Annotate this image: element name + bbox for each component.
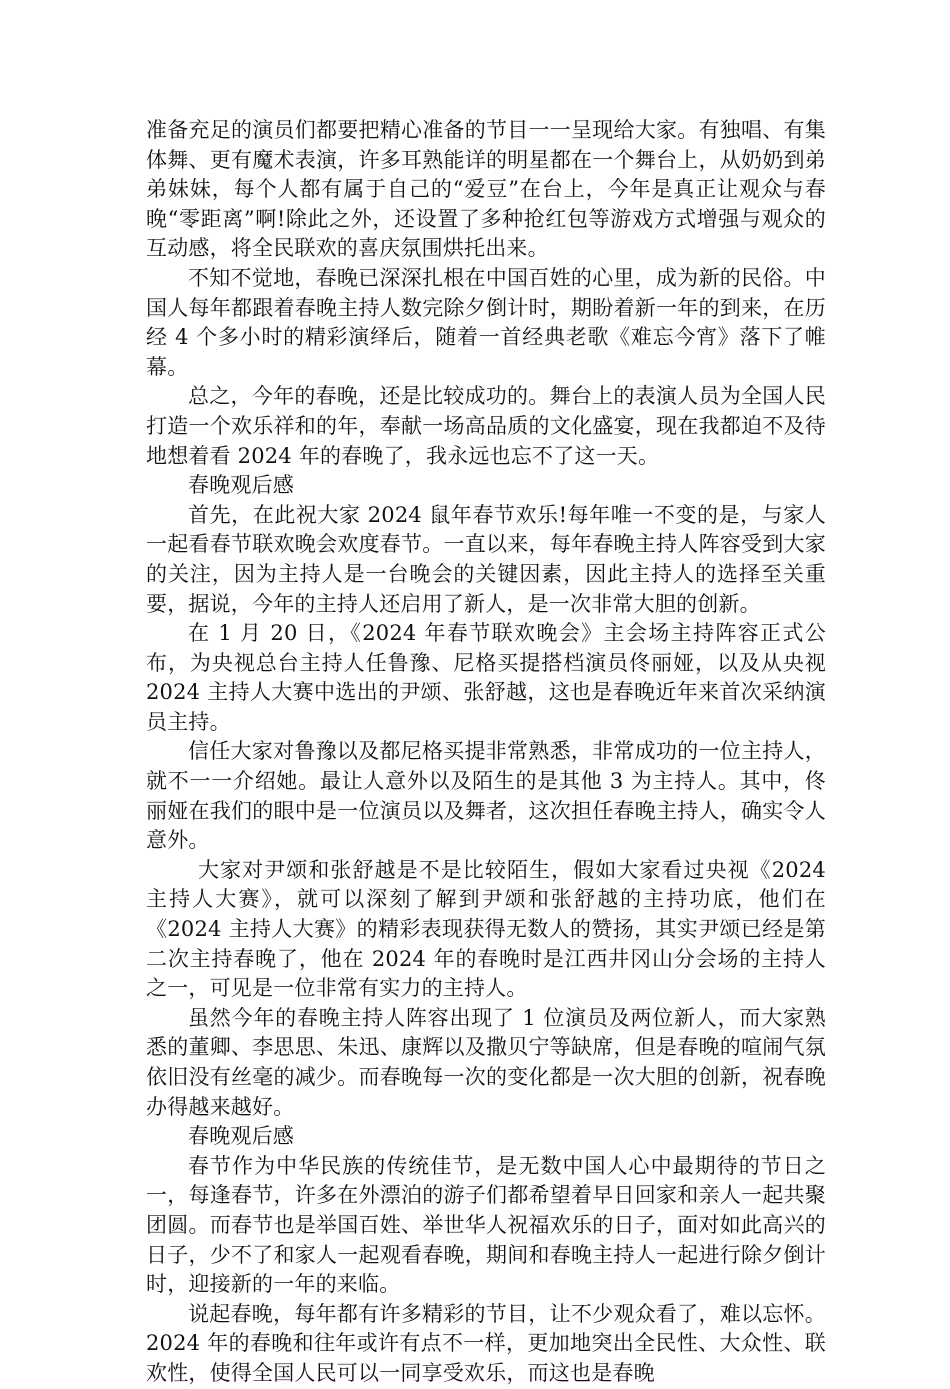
paragraph-truncated: 说起春晚，每年都有许多精彩的节目，让不少观众看了，难以忘怀。2024 年的春晚和往年或许有点不一样，更加地突出全民性、大众性、联欢性，使得全国人民可以一同享受欢乐，而这也是春晚 [146, 1301, 826, 1385]
document-body [146, 116, 826, 1389]
paragraph: 首先，在此祝大家 2024 鼠年春节欢乐!每年唯一不变的是，与家人一起看春节联欢晚会欢度春节。一直以来，每年春晚主持人阵容受到大家的关注，因为主持人是一台晚会的关键因素，因此主持人的选择至关重要，据说，今年的主持人还启用了新人，是一次非常大胆的创新。 [146, 502, 826, 616]
section-heading: 春晚观后感 [188, 1124, 294, 1149]
paragraph: 在 1 月 20 日，《2024 年春节联欢晚会》主会场主持阵容正式公布，为央视总台主持人任鲁豫、尼格买提搭档演员佟丽娅，以及从央视 2024 主持人大赛中选出的尹颂、张舒越，这也是春晚近年来首次采纳演员主持。 [146, 621, 826, 734]
section-heading: 春晚观后感 [188, 473, 294, 498]
paragraph: 春节作为中华民族的传统佳节，是无数中国人心中最期待的节日之一，每逢春节，许多在外漂泊的游子们都希望着早日回家和亲人一起共聚团圆。而春节也是举国百姓、举世华人祝福欢乐的日子，面对如此高兴的日子，少不了和家人一起观看春晚，期间和春晚主持人一起进行除夕倒计时，迎接新的一年的来临。 [146, 1153, 826, 1297]
paragraph: 总之，今年的春晚，还是比较成功的。舞台上的表演人员为全国人民打造一个欢乐祥和的年，奉献一场高品质的文化盛宴，现在我都迫不及待地想着看 2024 年的春晚了，我永远也忘不了这一天。 [146, 384, 826, 468]
paragraph: 虽然今年的春晚主持人阵容出现了 1 位演员及两位新人，而大家熟悉的董卿、李思思、朱迅、康辉以及撒贝宁等缺席，但是春晚的喧闹气氛依旧没有丝毫的减少。而春晚每一次的变化都是一次大胆的创新，祝春晚办得越来越好。 [146, 1005, 826, 1119]
paragraph: 大家对尹颂和张舒越是不是比较陌生，假如大家看过央视《2024 主持人大赛》，就可以深刻了解到尹颂和张舒越的主持功底，他们在《2024 主持人大赛》的精彩表现获得无数人的赞扬，其实尹颂已经是第二次主持春晚了，他在 2024 年的春晚时是江西井冈山分会场的主持人之一，可见是一位非常有实力的主持人。 [146, 857, 826, 1001]
paragraph-continuation: 准备充足的演员们都要把精心准备的节目一一呈现给大家。有独唱、有集体舞、更有魔术表演，许多耳熟能详的明星都在一个舞台上，从奶奶到弟弟妹妹，每个人都有属于自己的“爱豆”在台上，今年是真正让观众与春晚“零距离”啊!除此之外，还设置了多种抢红包等游戏方式增强与观众的互动感，将全民联欢的喜庆氛围烘托出来。 [146, 118, 826, 261]
paragraph: 不知不觉地，春晚已深深扎根在中国百姓的心里，成为新的民俗。中国人每年都跟着春晚主持人数完除夕倒计时，期盼着新一年的到来，在历经 4 个多小时的精彩演绎后，随着一首经典老歌《难忘今宵》落下了帷幕。 [146, 265, 826, 379]
paragraph: 信任大家对鲁豫以及都尼格买提非常熟悉，非常成功的一位主持人，就不一一介绍她。最让人意外以及陌生的是其他 3 为主持人。其中，佟丽娅在我们的眼中是一位演员以及舞者，这次担任春晚主持人，确实令人意外。 [146, 739, 826, 853]
